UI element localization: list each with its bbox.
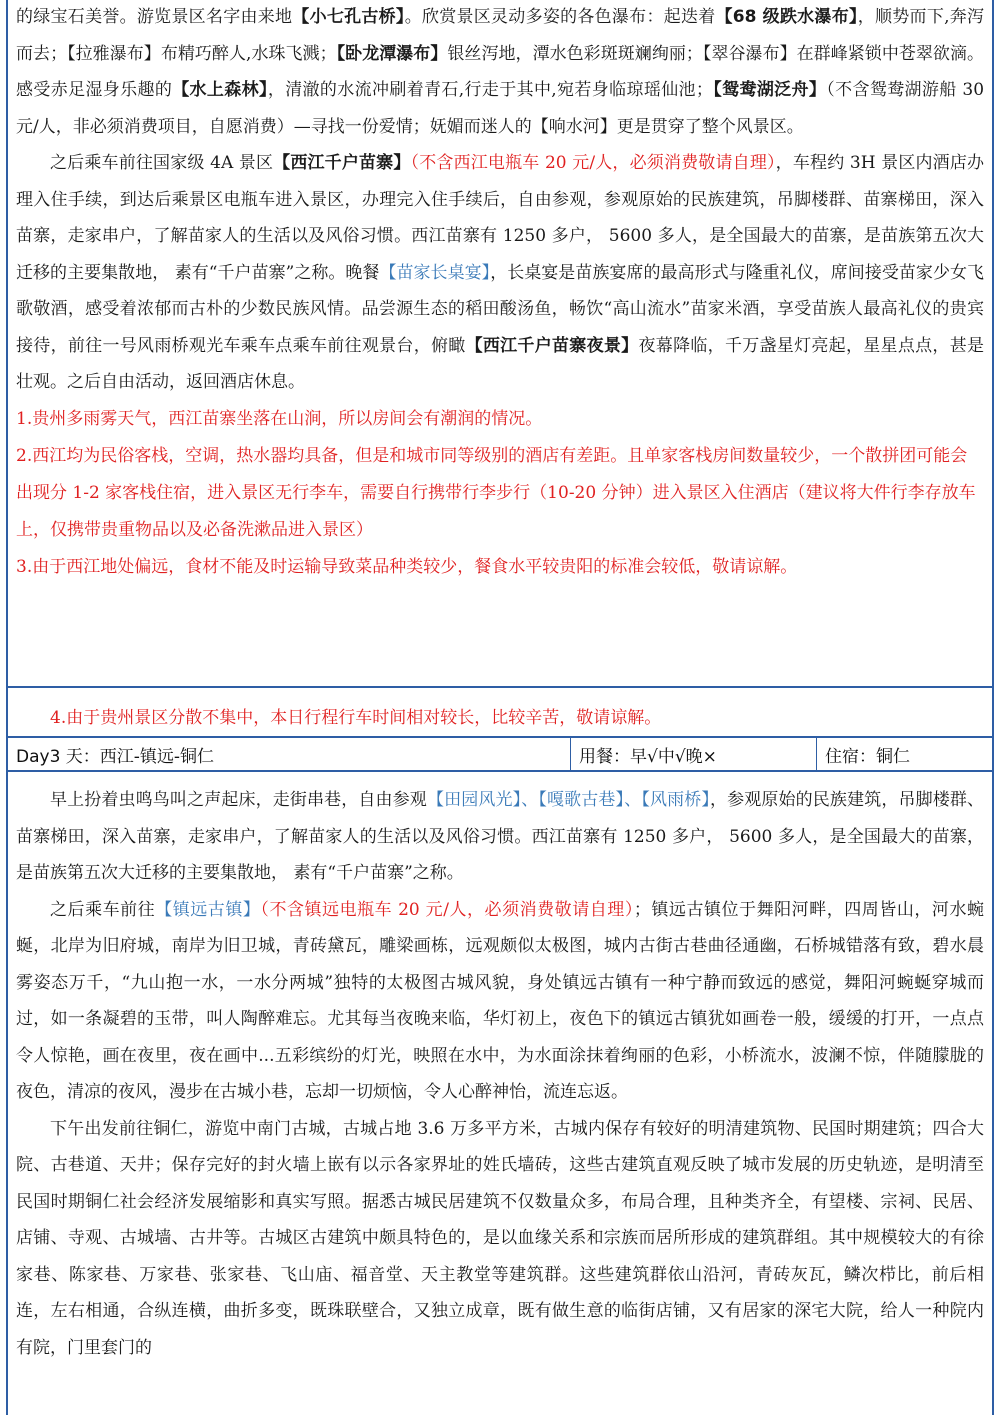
day2-paragraph-2 [16,145,984,401]
day3-header-row [8,736,992,772]
day2-note-1: 1.贵州多雨雾天气，西江苗寨坐落在山涧，所以房间会有潮润的情况。 [16,408,543,429]
highlight-attraction: 【鸳鸯湖泛舟】 [712,80,827,100]
text-run: ；镇远古镇位于舞阳河畔，四周皆山，河水蜿蜒，北岸为旧府城，南岸为旧卫城，青砖黛瓦，雕梁画栋，远观颇似太极图，城内古街古巷曲径通幽，石桥城错落有致，碧水晨雾姿态万千，“九山抱一水，一水分两城”独特的太极图古城风貌，身处镇远古镇有一种宁静而致远的感觉，舞阳河蜿蜒穿城而过，如一条凝碧的玉带，叫人陶醉难忘。尤其每当夜晚来临，华灯初上，夜色下的镇远古镇犹如画卷一般，缓缓的打开，一点点令人惊艳，画在夜里，夜在画中...五彩缤纷的灯光，映照在水中，为水面涂抹着绚丽的色彩，小桥流水，波澜不惊，伴随朦胧的夜色，清凉的夜风，漫步在古城小巷，忘却一切烦恼，令人心醉神怡，流连忘返。 [16,899,985,1102]
text-run: 的绿宝石美誉。游览景区名字由来地 [16,7,293,27]
text-run: ，车程约 3H 景区内酒店办理入住手续，到达后乘景区电瓶车进入景区，办理完入住手续后，自由参观，参观原始的民族建筑，吊脚楼群、苗寨梯田，深入苗寨，走家串户，了解苗家人的生活以及风俗习惯。西江苗寨有 1250 多户， 5600 多人，是全国最大的苗寨，是苗族第五次大迁移的主要集散地， 素有“千户苗寨”之称。晚餐 [16,153,985,283]
day3-stay: 住宿：铜仁 [816,738,992,770]
day2-note-4-block [8,700,992,736]
text-run: 。欣赏景区灵动多姿的各色瀑布：起迭着 [404,7,716,27]
highlight-attraction: 【68 级跌水瀑布】 [715,7,858,27]
day3-paragraph-3 [16,1111,984,1367]
blue-highlight: 【镇远古镇】 [155,899,261,920]
day3-section [8,782,992,1366]
highlight-attraction: 【西江千户苗寨】 [273,153,411,173]
highlight-attraction: 【卧龙潭瀑布】 [336,43,448,64]
text-run: 之后乘车前往国家级 4A 景区 [50,153,274,173]
itinerary-page [6,0,994,1415]
text-run: 下午出发前往铜仁，游览中南门古城，古城占地 3.6 万多平方米，古城内保存有较好的明清建筑物、民国时期建筑；四合大院、古巷道、天井；保存完好的封火墙上嵌有以示各家界址的姓氏墙砖，这些古建筑直观反映了城市发展的历史轨迹，是明清至民国时期铜仁社会经济发展缩影和真实写照。据悉古城民居建筑不仅数量众多，布局合理，且种类齐全，有望楼、宗祠、民居、店铺、寺观、古城墙、古井等。古城区古建筑中颇具特色的，是以血缘关系和宗族而居所形成的建筑群组。其中规模较大的有徐家巷、陈家巷、万家巷、张家巷、飞山庙、福音堂、天主教堂等建筑群。这些建筑群依山沿河，青砖灰瓦，鳞次栉比，前后相连，左右相通，合纵连横，曲折多变，既珠联壁合，又独立成章，既有做生意的临街店铺，又有居家的深宅大院，给人一种院内有院，门里套门的 [16,1118,984,1358]
text-run: ，参观原始的民族建筑，吊脚楼群、苗寨梯田，深入苗寨，走家串户，了解苗家人的生活以及风俗习惯。西江苗寨有 1250 多户， 5600 多人，是全国最大的苗寨，是苗族第五次大迁移的主要集散地， 素有“千户苗寨”之称。 [16,790,985,883]
day3-paragraph-1 [16,782,984,892]
price-note: （不含镇远电瓶车 20 元/人，必须消费敬请自理） [260,899,634,920]
day3-meals: 用餐：早√中√晚× [570,738,816,770]
text-run: 之后乘车前往 [50,899,156,920]
text-run: （不含鸳鸯湖游船 30 元/人，非必须消费项目，自愿消费）—寻找一份爱情；妩媚而迷人的【响水河】更是贯穿了整个风景区。 [16,80,985,137]
highlight-attraction: 【小七孔古桥】 [292,7,405,27]
highlight-attraction: 【水上森林】 [172,80,268,100]
day2-note-2: 2.西江均为民俗客栈，空调，热水器均具备，但是和城市同等级别的酒店有差距。且单家客栈房间数量较少，一个散拼团可能会出现分 1-2 家客栈住宿，进入景区无行李车，需要自行携带行李步行（10-20 分钟）进入景区入住酒店（建议将大件行李存放车上，仅携带贵重物品以及必备洗漱品进入景区） [16,445,976,540]
highlight-attraction: 【西江千户苗寨夜景】 [465,335,639,356]
day2-note-3: 3.由于西江地处偏远，食材不能及时运输导致菜品种类较少，餐食水平较贵阳的标准会较低，敬请谅解。 [16,556,798,577]
day2-note-4: 4.由于贵州景区分散不集中，本日行程行车时间相对较长，比较辛苦，敬请谅解。 [50,708,662,728]
blue-highlight: 【苗家长桌宴】 [379,262,491,283]
day3-paragraph-2 [16,892,984,1111]
price-note: （不含西江电瓶车 20 元/人，必须消费敬请自理） [410,153,776,173]
text-run: 银丝泻地，潭水色彩斑斑斓绚丽；【翠谷瀑布】在群峰紧锁中苍翠欲滴。感受赤足湿身乐趣的 [16,43,985,100]
blue-highlight: 【田园风光】、【嘎歌古巷】、【风雨桥】 [426,790,710,810]
text-run: 早上扮着虫鸣鸟叫之声起床，走街串巷，自由参观 [50,790,427,810]
text-run: ，长桌宴是苗族宴席的最高形式与隆重礼仪，席间接受苗家少女飞歌敬酒，感受着浓郁而古朴的少数民族风情。品尝源生态的稻田酸汤鱼，畅饮“高山流水”苗家米酒，享受苗族人最高礼仪的贵宾接待，前往一号风雨桥观光车乘车点乘车前往观景台，俯瞰 [16,262,985,356]
day3-title: Day3 天：西江-镇远-铜仁 [16,746,215,767]
day2-section [8,0,992,586]
text-run: ，顺势而下,奔泻而去；【拉雅瀑布】布精巧醉人,水珠飞溅； [16,7,985,64]
text-run: 夜幕降临，千万盏星灯亮起，星星点点，甚是壮观。之后自由活动，返回酒店休息。 [16,335,985,392]
section-divider [8,686,992,688]
day2-paragraph-1 [16,0,984,145]
text-run: ，清澈的水流冲刷着青石,行走于其中,宛若身临琼瑶仙池； [267,80,713,100]
